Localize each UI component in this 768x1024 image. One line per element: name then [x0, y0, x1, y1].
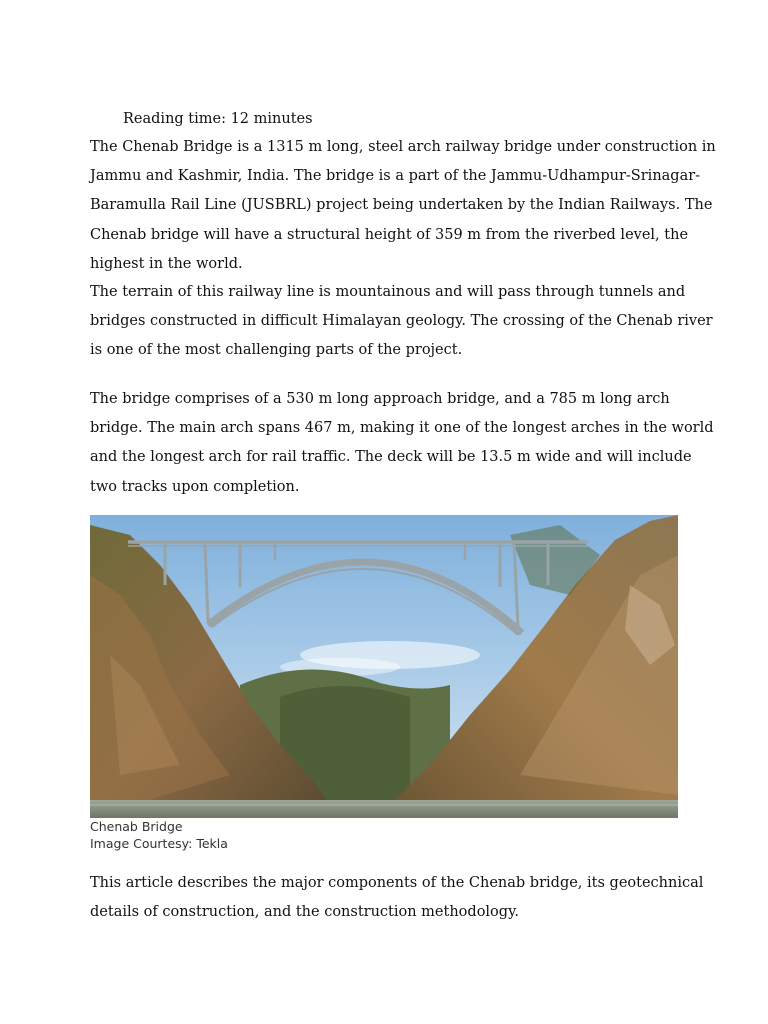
terrain-paragraph [90, 278, 713, 366]
reading-time: Reading time: 12 minutes [123, 111, 313, 127]
paragraph-line: This article describes the major components of the Chenab bridge, its geotechnical [90, 875, 704, 891]
intro-paragraph [90, 133, 716, 279]
structure-paragraph [90, 385, 714, 502]
paragraph-line: The terrain of this railway line is mountainous and will pass through tunnels and [90, 284, 686, 300]
summary-paragraph [90, 869, 704, 927]
paragraph-line: two tracks upon completion. [90, 478, 300, 495]
paragraph-line: bridges constructed in difficult Himalayan geology. The crossing of the Chenab river [90, 313, 713, 330]
paragraph-line: Chenab bridge will have a structural height of 359 m from the riverbed level, the [90, 226, 689, 243]
paragraph-line: is one of the most challenging parts of the project. [90, 342, 463, 359]
paragraph-line: details of construction, and the construction methodology. [90, 904, 519, 921]
paragraph-line: bridge. The main arch spans 467 m, making it one of the longest arches in the world [90, 420, 714, 437]
paragraph-line: The Chenab Bridge is a 1315 m long, steel arch railway bridge under construction in [90, 139, 716, 155]
paragraph-line: Baramulla Rail Line (JUSBRL) project being undertaken by the Indian Railways. The [90, 197, 713, 214]
figure-caption [90, 818, 228, 852]
paragraph-line: Jammu and Kashmir, India. The bridge is a part of the Jammu-Udhampur-Srinagar- [90, 168, 701, 185]
paragraph-line: highest in the world. [90, 255, 243, 272]
paragraph-line: and the longest arch for rail traffic. The deck will be 13.5 m wide and will include [90, 449, 692, 466]
caption-credit: Image Courtesy: Tekla [90, 836, 228, 851]
bridge-photo [90, 515, 678, 818]
caption-title: Chenab Bridge [90, 819, 183, 834]
paragraph-line: The bridge comprises of a 530 m long approach bridge, and a 785 m long arch [90, 391, 670, 407]
